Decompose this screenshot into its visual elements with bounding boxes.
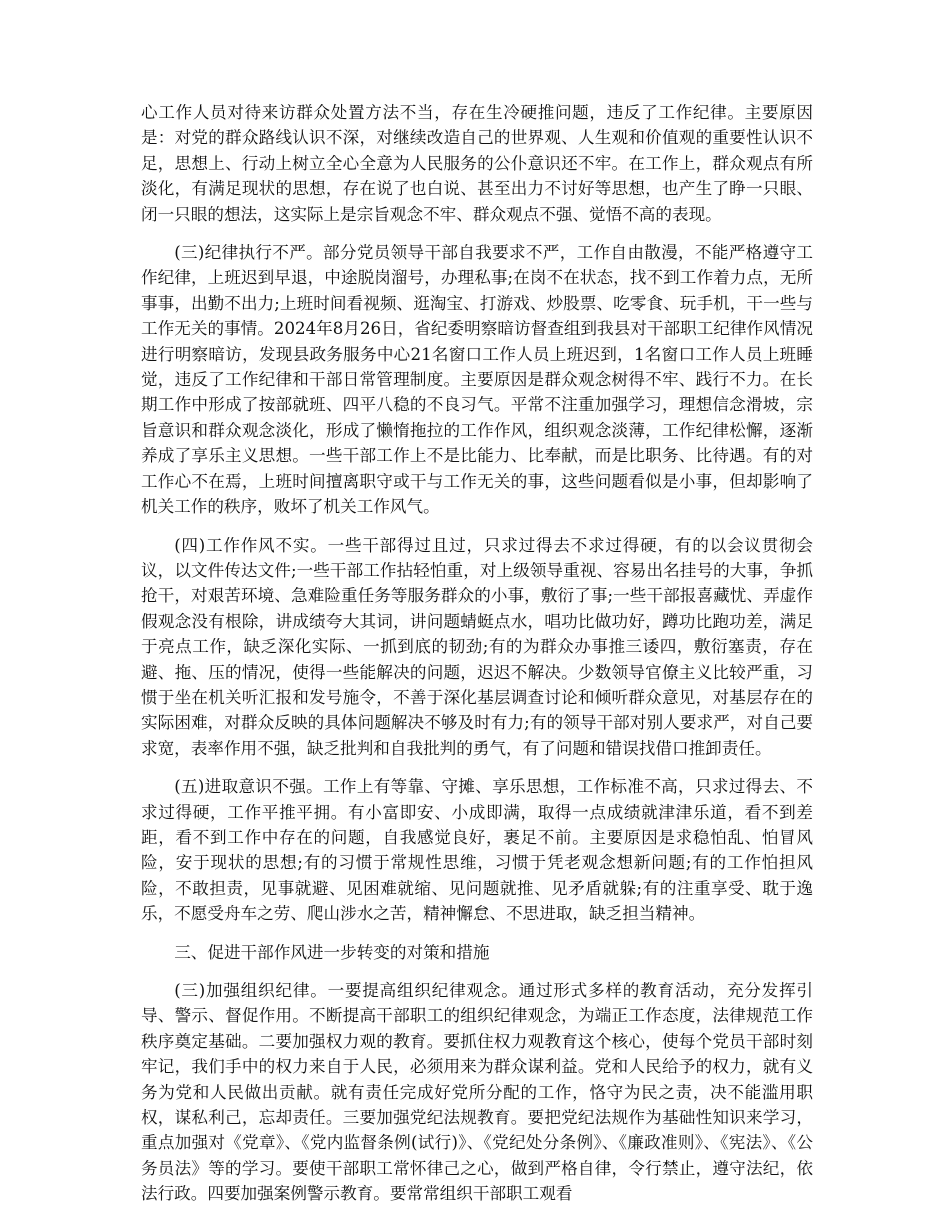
paragraph-continuation: 心工作人员对待来访群众处置方法不当，存在生冷硬推问题，违反了工作纪律。主要原因是：对党的群众路线认识不深，对继续改造自己的世界观、人生观和价值观的重要性认识不足，思想上、行动上树立全心全意为人民服务的公仆意识还不牢。在工作上，群众观点有所淡化，有满足现状的思想，存在说了也白说、甚至出力不讨好等思想，也产生了睁一只眼、闭一只眼的想法，这实际上是宗旨观念不牢、群众观点不强、觉悟不高的表现。 — [141, 103, 813, 224]
paragraph-discipline: (三)纪律执行不严。部分党员领导干部自我要求不严，工作自由散漫，不能严格遵守工作纪律，上班迟到早退，中途脱岗溜号，办理私事;在岗不在状态，找不到工作着力点，无所事事，出勤不出力;上班时间看视频、逛淘宝、打游戏、炒股票、吃零食、玩手机，干一些与工作无关的事情。2024年8月26日，省纪委明察暗访督查组到我县对干部职工纪律作风情况进行明察暗访，发现县政务服务中心21名窗口工作人员上班迟到，1名窗口工作人员上班睡觉，违反了工作纪律和干部日常管理制度。主要原因是群众观念树得不牢、践行不力。在长期工作中形成了按部就班、四平八稳的不良习气。平常不注重加强学习，理想信念滑坡，宗旨意识和群众观念淡化，形成了懒惰拖拉的工作作风，组织观念淡薄，工作纪律松懈，逐渐养成了享乐主义思想。一些干部工作上不是比能力、比奉献，而是比职务、比待遇。有的对工作心不在焉，上班时间擅离职守或干与工作无关的事，这些问题看似是小事，但却影响了机关工作的秩序，败坏了机关工作风气。 — [141, 243, 813, 517]
paragraph-work-style: (四)工作作风不实。一些干部得过且过，只求过得去不求过得硬，有的以会议贯彻会议，以文件传达文件;一些干部工作拈轻怕重，对上级领导重视、容易出名挂号的大事，争抓抢干，对艰苦环境、急难险重任务等服务群众的小事，敷衍了事;一些干部报喜藏忧、弄虚作假观念没有根除，讲成绩夸大其词，讲问题蜻蜓点水，唱功比做功好，蹲功比跑功差，满足于亮点工作，缺乏深化实际、一抓到底的韧劲;有的为群众办事推三诿四，敷衍塞责，存在避、拖、压的情况，使得一些能解决的问题，迟迟不解决。少数领导官僚主义比较严重，习惯于坐在机关听汇报和发号施令，不善于深化基层调查讨论和倾听群众意见，对基层存在的实际困难，对群众反映的具体问题解决不够及时有力;有的领导干部对别人要求严，对自己要求宽，表率作用不强，缺乏批判和自我批判的勇气，有了问题和错误找借口推卸责任。 — [141, 535, 813, 758]
paragraph-enterprise: (五)进取意识不强。工作上有等靠、守摊、享乐思想，工作标准不高，只求过得去、不求过得硬，工作平推平拥。有小富即安、小成即满，取得一点成绩就津津乐道，看不到差距，看不到工作中存在的问题，自我感觉良好，裹足不前。主要原因是求稳怕乱、怕冒风险，安于现状的思想;有的习惯于常规性思维，习惯于凭老观念想新问题;有的工作怕担风险，不敢担责，见事就避、见困难就缩、见问题就推、见矛盾就躲;有的注重享受、耽于逸乐，不愿受舟车之劳、爬山涉水之苦，精神懈怠、不思进取，缺乏担当精神。 — [141, 777, 813, 924]
paragraph-organization-discipline: (三)加强组织纪律。一要提高组织纪律观念。通过形式多样的教育活动，充分发挥引导、警示、督促作用。不断提高干部职工的组织纪律观念，为端正工作态度，法律规范工作秩序奠定基础。二要加强权力观的教育。要抓住权力观教育这个核心，使每个党员干部时刻牢记，我们手中的权力来自于人民，必须用来为群众谋利益。党和人民给予的权力，就有义务为党和人民做出贡献。就有责任完成好党所分配的工作，恪守为民之责，决不能滥用职权，谋私利己，忘却责任。三要加强党纪法规教育。要把党纪法规作为基础性知识来学习，重点加强对《党章》、《党内监督条例(试行)》、《党纪处分条例》、《廉政准则》、《宪法》、《公务员法》等的学习。要使干部职工常怀律己之心，做到严格自律，令行禁止，遵守法纪，依法行政。四要加强案例警示教育。要常常组织干部职工观看 — [141, 981, 813, 1204]
section-heading: 三、促进干部作风进一步转变的对策和措施 — [174, 942, 490, 962]
document-body — [141, 100, 813, 1220]
